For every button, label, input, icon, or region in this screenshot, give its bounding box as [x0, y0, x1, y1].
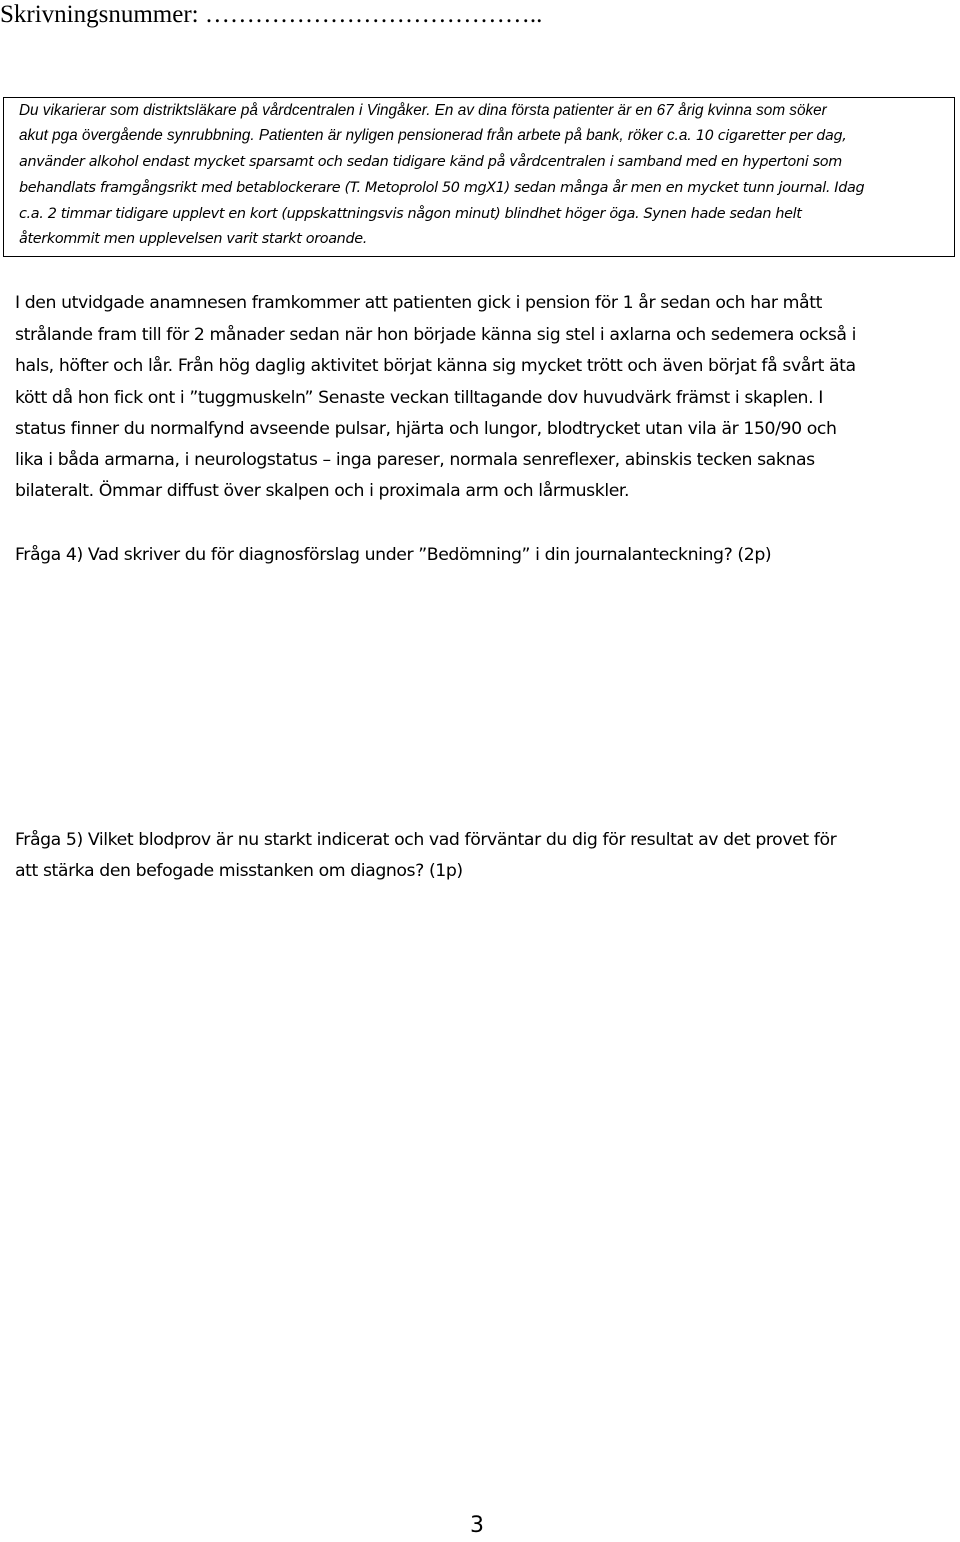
case-line-2-part-2: 10 cigaretter per dag,	[695, 128, 847, 144]
question-4: Fråga 4) Vad skriver du för diagnosförslag under ”Bedömning” i din journalanteckning? (2p)	[15, 545, 772, 565]
anamnesis-line-1: I den utvidgade anamnesen framkommer att patienten gick i pension för 1 år sedan och har mått	[15, 293, 822, 313]
case-line-2-part-1: akut pga övergående synrubbning. Patienten är nyligen pensionerad från arbete på bank, röker c.a.	[19, 127, 692, 144]
page-header	[0, 0, 940, 30]
anamnesis-line-6: lika i båda armarna, i neurologstatus – inga pareser, normala senreflexer, abinskis tecken saknas	[15, 450, 815, 470]
case-line-5: c.a. 2 timmar tidigare upplevt en kort (uppskattningsvis någon minut) blindhet höger öga. Synen hade sedan helt	[19, 206, 802, 222]
case-line-2	[19, 127, 847, 145]
page-number: 3	[470, 1513, 484, 1538]
case-description-box	[3, 97, 955, 257]
question-5-line-1: Fråga 5) Vilket blodprov är nu starkt indicerat och vad förväntar du dig för resultat av det provet för	[15, 830, 837, 850]
anamnesis-line-4: kött då hon fick ont i ”tuggmuskeln” Senaste veckan tilltagande dov huvudvärk främst i skaplen. I	[15, 388, 823, 408]
anamnesis-line-5: status finner du normalfynd avseende pulsar, hjärta och lungor, blodtrycket utan vila är 150/90 och	[15, 419, 837, 439]
case-line-6: återkommit men upplevelsen varit starkt oroande.	[19, 231, 367, 247]
exam-number-label: Skrivningsnummer:	[0, 1, 199, 28]
anamnesis-line-2: strålande fram till för 2 månader sedan när hon började känna sig stel i axlarna och sedemera också i	[15, 325, 857, 345]
case-line-1: Du vikarierar som distriktsläkare på vårdcentralen i Vingåker. En av dina första patienter är en 67 årig kvinna som söker	[19, 102, 827, 119]
case-line-4: behandlats framgångsrikt med betablockerare (T. Metoprolol 50 mgX1) sedan många år men en mycket tunn journal. Idag	[19, 180, 865, 196]
question-5-line-2: att stärka den befogade misstanken om diagnos? (1p)	[15, 861, 463, 881]
case-line-3: använder alkohol endast mycket sparsamt och sedan tidigare känd på vårdcentralen i samband med en hypertoni som	[19, 154, 842, 170]
anamnesis-line-3: hals, höfter och lår. Från hög daglig aktivitet börjat känna sig mycket trött och även börjat få svårt äta	[15, 356, 856, 376]
anamnesis-line-7: bilateralt. Ömmar diffust över skalpen och i proximala arm och lårmuskler.	[15, 481, 630, 501]
exam-number-blank: …………………………………..	[204, 1, 543, 28]
